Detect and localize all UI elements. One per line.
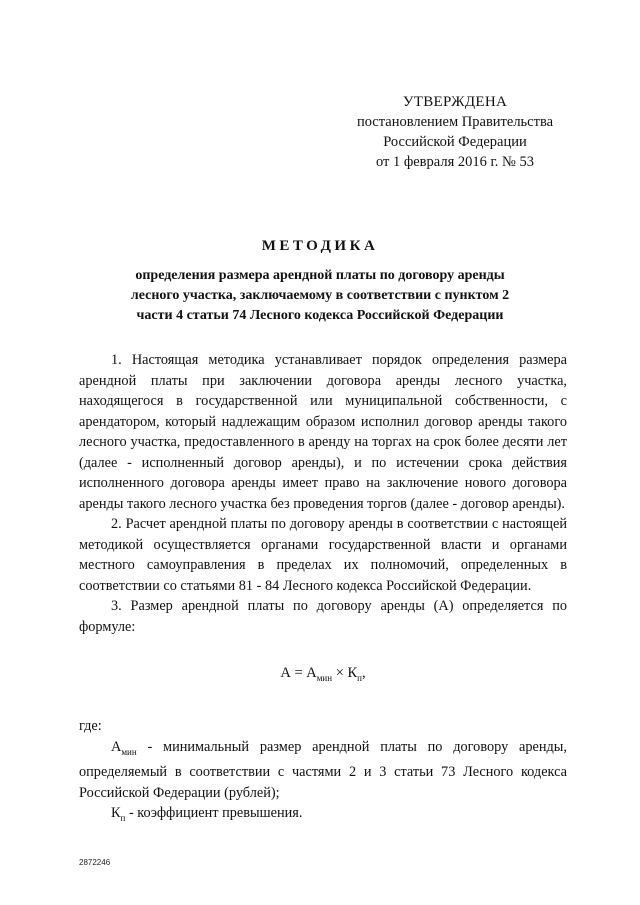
amin-subscript: мин [121,746,137,757]
document-body [79,350,567,829]
approval-line-date: от 1 февраля 2016 г. № 53 [375,154,535,170]
kp-subscript: п [120,813,126,824]
document-subtitle [100,266,540,326]
rent-formula [79,663,567,688]
definition-kp [79,803,567,828]
formula-mult: × К [332,665,358,681]
formula-sub-min: мин [316,672,333,683]
paragraph-2: 2. Расчет арендной платы по договору аренды в соответствии с настоящей методикой осуществляется органами государственной власти и органами местного самоуправления в пределах их полномочий, определенных в соответствии со статьями 81 - 84 Лесного кодекса Российской Федерации. [79,516,567,594]
formula-tail: , [362,665,366,681]
amin-text: - минимальный размер арендной платы по договору аренды, определяемый в соответствии с частями 2 и 3 статьи 73 Лесного кодекса Российской Федерации (рублей); [79,738,567,801]
approval-line-decree: постановлением Правительства [356,114,554,130]
kp-text: - коэффициент превышения. [125,805,303,822]
approval-heading: УТВЕРЖДЕНА [402,94,508,110]
document-code: 2872246 [79,858,111,867]
subtitle-line-1: определения размера арендной платы по договору аренды [135,268,505,283]
paragraph-1: 1. Настоящая методика устанавливает порядок определения размера арендной платы при заключении договора аренды лесного участка, находящегося в государственной или муниципальной собственности, с арендатором, который надлежащим образом исполнил договор аренды такого лесного участка, предоставленного в аренду на торгах на срок более десяти лет (далее - исполненный договор аренды), и по истечении срока действия исполненного договора аренды имеет право на заключение нового договора аренды такого лесного участка без проведения торгов (далее - договор аренды). [79,352,567,512]
definition-amin [79,737,567,803]
paragraph-3: 3. Размер арендной платы по договору аренды (А) определяется по формуле: [79,598,567,635]
formula-sub-p: п [357,672,362,683]
approval-line-country: Российской Федерации [383,134,527,150]
approval-block [340,92,570,172]
kp-symbol: К [111,805,121,822]
amin-symbol: А [111,738,122,755]
subtitle-line-3: части 4 статьи 74 Лесного кодекса Российской Федерации [136,308,504,323]
subtitle-line-2: лесного участка, заключаемому в соответствии с пунктом 2 [130,288,510,303]
where-label: где: [79,718,102,735]
document-title: МЕТОДИКА [261,238,379,254]
formula-lhs: А = А [280,665,317,681]
